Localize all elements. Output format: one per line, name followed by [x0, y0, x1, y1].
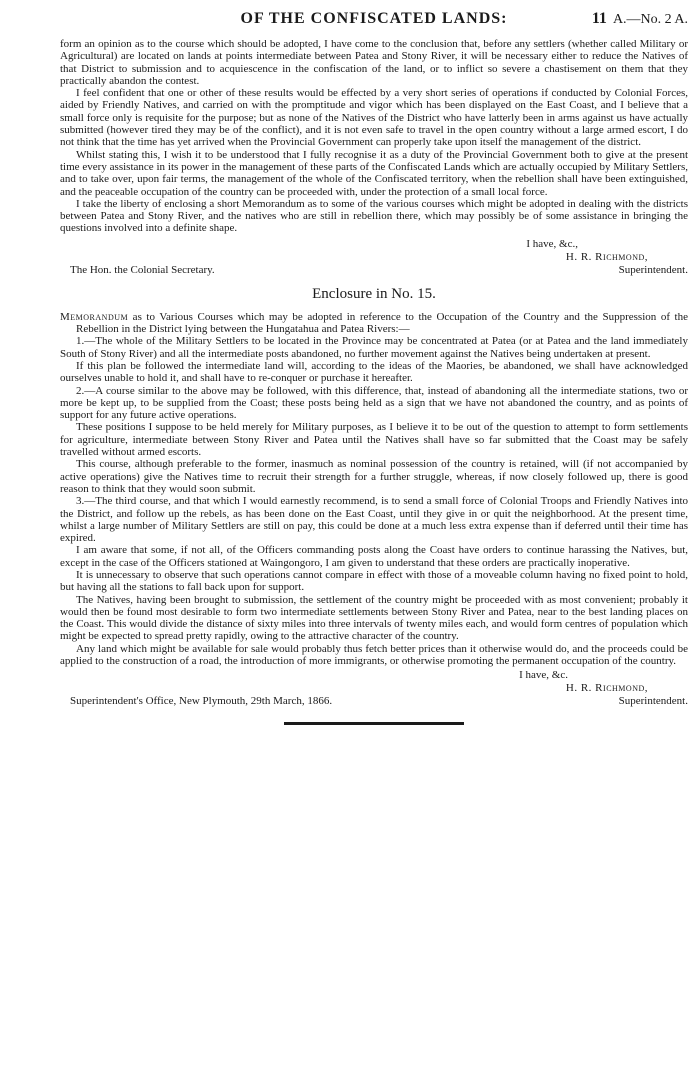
memo-paragraph: 1.—The whole of the Military Settlers to be located in the Province may be concentrated at Patea (or at Patea and the land immediately South of Stony River) and all the intermediate posts abandoned, no further movement against the Natives being undertaken at present. — [60, 335, 688, 360]
letter-paragraph: I feel confident that one or other of these results would be effected by a very short series of operations if conducted by Colonial Forces, aided by Friendly Natives, and carried on with the promptitude and vigor which has been displayed on the East Coast, and I believe that a small force only is requisite for the purpose; but as none of the Natives of the District who have latterly been in arms against us have actually submitted (however tired they may be of the conflict), and it is not even safe to travel in the open country without a large armed escort, I do not think that the time has yet arrived when the Provincial Government can properly take upon itself the management of the district. — [60, 87, 688, 149]
memo-paragraph: The Natives, having been brought to submission, the settlement of the country might be proceeded with as most convenient; probably it would then be found most desirable to form two intermediate settlements between Stony River and Patea, near to the best landing places on the Coast. This would divide the distance of sixty miles into three intervals of twenty miles each, and would form centres of population which might be expected to spread pretty rapidly, owing to the attractive character of the country. — [60, 593, 688, 643]
page-number: 11 — [591, 10, 607, 27]
memorandum-intro-text: as to Various Courses which may be adopted in reference to the Occupation of the Country and the Suppression of the Rebellion in the District lying between the Hungatahua and Patea Rivers:— — [76, 310, 688, 336]
memo-paragraph: If this plan be followed the intermediate land will, according to the ideas of the Maories, be abandoned, we shall have acknowledged ourselves unable to hold it, and shall have to re-conquer or purchase it hereafter. — [60, 359, 688, 385]
memo-paragraph: I am aware that some, if not all, of the Officers commanding posts along the Coast have orders to continue harassing the Natives, but, except in the case of the Officers stationed at Waingongoro, I am given to understand that these orders are practically inoperative. — [60, 544, 688, 569]
document-page — [60, 0, 688, 725]
memo-paragraph: This course, although preferable to the former, inasmuch as nominal possession of the country is retained, will (if not accompanied by active operations) give the Natives time to recruit their strength for a further struggle, whereas, if now closely followed up, there is good reason to think that they would soon submit. — [60, 458, 688, 495]
enclosure-title: Enclosure in No. 15. — [312, 285, 436, 302]
memo-paragraph: These positions I suppose to be held merely for Military purposes, as I believe it to be out of the question to attempt to form settlements for agriculture, intermediate between Stony River and Patea until the Natives shall have so far submitted that the Coast may be safely travelled without armed escorts. — [60, 421, 688, 459]
page-reference — [592, 10, 688, 28]
memo-paragraph: It is unnecessary to observe that such operations cannot compare in effect with those of a moveable column having no fixed point to hold, but having all the stations to fall back upon for support. — [60, 568, 688, 594]
letter-paragraph: I take the liberty of enclosing a short Memorandum as to some of the various courses which might be adopted in dealing with the districts between Patea and Stony River, and the natives who are still in rebellion there, which may possibly be of some assistance in bringing the questions involved into a definite shape. — [60, 197, 688, 235]
memo-paragraph: Any land which might be available for sale would probably thus fetch better prices than it otherwise would do, and the proceeds could be applied to the construction of a road, the introduction of more immigrants, or otherwise promoting the permanent occupation of the country. — [60, 642, 688, 668]
memorandum-intro — [60, 311, 688, 336]
letter-paragraph: Whilst stating this, I wish it to be understood that I fully recognise it as a duty of the Provincial Government both to give at the present time every assistance in its power in the management of these parts of the Confiscated Lands which are actually occupied by Military Settlers, and to take over, upon fair terms, the management of the whole of the Confiscated territory, when the rebellion shall have been extinguished, and the peaceable occupation of the country can be proceeded with, under the protection of a small local force. — [60, 148, 688, 198]
memo-signatory-title: Superintendent. — [618, 695, 688, 708]
closing-rule — [284, 722, 464, 725]
running-title: OF THE CONFISCATED LANDS: — [240, 10, 508, 27]
memo-paragraph: 2.—A course similar to the above may be followed, with this difference, that, instead of abandoning all the intermediate stations, two or more be kept up, to be supplied from the Coast; these posts being held as a sign that we have not abandoned the country, and as points of support for any future active operations. — [60, 384, 688, 422]
memorandum-label: Memorandum — [60, 310, 129, 323]
memo-signatory: H. R. Richmond, — [565, 682, 648, 695]
memo-place-date: Superintendent's Office, New Plymouth, 29th March, 1866. — [70, 695, 333, 708]
letter-body — [60, 38, 688, 235]
memo-signature — [60, 669, 688, 708]
letter-paragraph: form an opinion as to the course which should be adopted, I have come to the conclusion that, before any settlers (whether called Military or Agricultural) are located on lands at points intermediate between Patea and Stony River, it will be necessary either to reduce the Natives of that District to submission and to acquiescence in the confiscation of the land, or to inflict so severe a chastisement on them that they practically abandon the contest. — [60, 38, 688, 87]
page-header — [60, 0, 688, 30]
letter-closing: I have, &c., — [526, 237, 578, 250]
document-reference: A.—No. 2 A. — [612, 12, 688, 27]
memorandum-body — [60, 311, 688, 668]
letter-signatory: H. R. Richmond, — [565, 250, 648, 263]
letter-signature — [60, 238, 688, 277]
memo-paragraph: 3.—The third course, and that which I would earnestly recommend, is to send a small force of Colonial Troops and Friendly Natives into the District, and follow up the rebels, as has been done on the East Coast, until they give in or quit the neighborhood. At the present time, whilst a large number of Military Settlers are still on pay, this could be done at a much less extra expense than if deferred until their time has expired. — [60, 495, 688, 545]
letter-signatory-title: Superintendent. — [618, 263, 688, 276]
letter-addressee: The Hon. the Colonial Secretary. — [70, 263, 215, 276]
memo-closing: I have, &c. — [519, 669, 568, 682]
